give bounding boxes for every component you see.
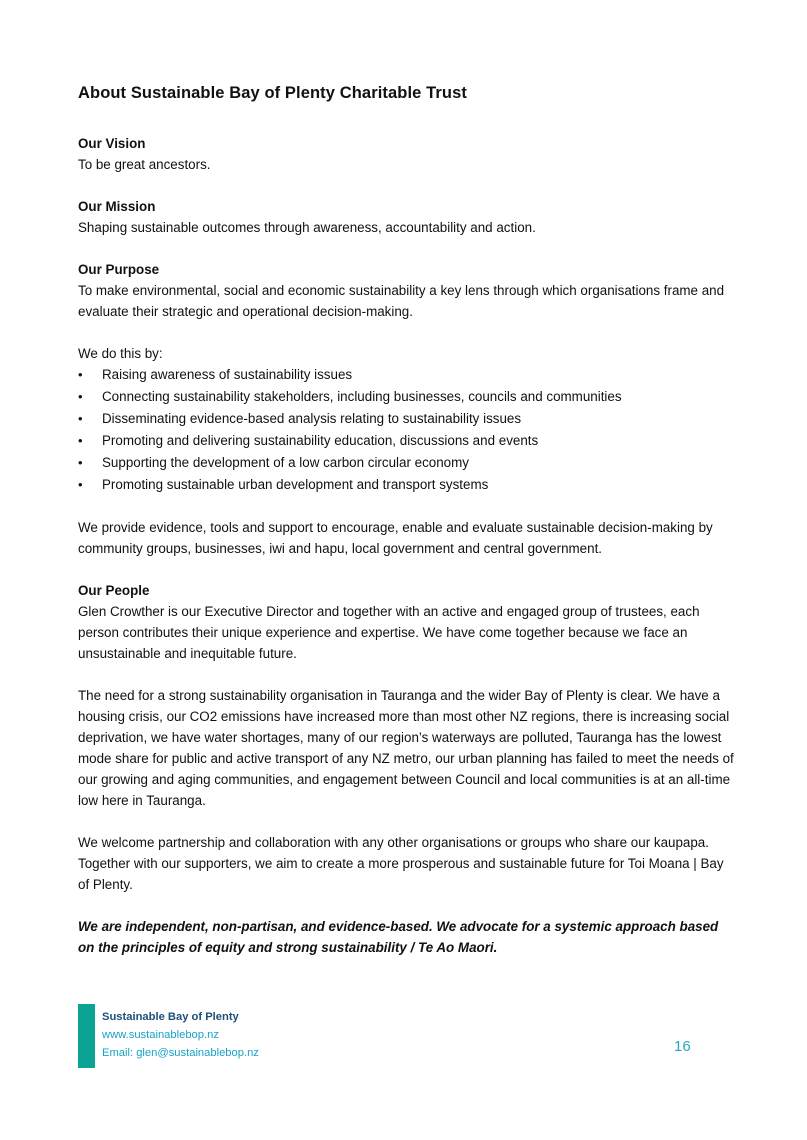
list-item: • Promoting and delivering sustainability education, discussions and events [78, 430, 738, 452]
evidence-section [78, 517, 738, 559]
vision-heading: Our Vision [78, 136, 146, 151]
partnership-section [78, 832, 738, 895]
mission-heading: Our Mission [78, 199, 156, 214]
people-paragraph-2: The need for a strong sustainability organisation in Tauranga and the wider Bay of Plenty is clear. We have a housing crisis, our CO2 emissions have increased more than most other NZ regions, there is increasing social deprivation, we have water shortages, many of our region’s waterways are polluted, Tauranga has the lowest mode share for public and active transport of any NZ metro, our urban planning has failed to meet the needs of our growing and aging communities, and engagement between Council and local communities is at an all-time low here in Tauranga. [78, 688, 734, 808]
vision-section [78, 133, 738, 175]
purpose-section [78, 259, 738, 322]
footer-email-link[interactable]: Email: glen@sustainablebop.nz [102, 1047, 259, 1059]
people-section [78, 580, 738, 664]
closing-statement: We are independent, non-partisan, and evidence-based. We advocate for a systemic approach based on the principles of equity and strong sustainability / Te Ao Maori. [78, 919, 719, 955]
page-number: 16 [674, 1038, 691, 1055]
document-page [78, 84, 738, 979]
list-item: • Supporting the development of a low carbon circular economy [78, 452, 738, 474]
list-item: • Connecting sustainability stakeholders, including businesses, councils and communities [78, 386, 738, 408]
activities-intro: We do this by: [78, 346, 163, 361]
mission-text: Shaping sustainable outcomes through awareness, accountability and action. [78, 220, 536, 235]
need-section [78, 685, 738, 811]
list-item: • Promoting sustainable urban development and transport systems [78, 474, 738, 496]
page-title: About Sustainable Bay of Plenty Charitable Trust [78, 84, 467, 102]
purpose-heading: Our Purpose [78, 262, 160, 277]
evidence-text: We provide evidence, tools and support to encourage, enable and evaluate sustainable decision-making by community groups, businesses, iwi and hapu, local government and central government. [78, 520, 713, 556]
purpose-text: To make environmental, social and economic sustainability a key lens through which organisations frame and evaluate their strategic and operational decision-making. [78, 283, 725, 319]
people-paragraph-1: Glen Crowther is our Executive Director and together with an active and engaged group of trustees, each person contributes their unique experience and expertise. We have come together because we face an unsustainable and inequitable future. [78, 604, 700, 661]
list-item: • Disseminating evidence-based analysis relating to sustainability issues [78, 408, 738, 430]
closing-section [78, 916, 738, 958]
people-heading: Our People [78, 583, 150, 598]
mission-section [78, 196, 738, 238]
list-item: • Raising awareness of sustainability issues [78, 364, 738, 386]
activities-section [78, 343, 738, 496]
activities-list [78, 364, 738, 496]
people-paragraph-3: We welcome partnership and collaboration with any other organisations or groups who share our kaupapa. Together with our supporters, we aim to create a more prosperous and sustainable future for Toi Moana | Bay of Plenty. [78, 835, 724, 892]
vision-text: To be great ancestors. [78, 157, 211, 172]
footer-org-name: Sustainable Bay of Plenty [102, 1011, 239, 1023]
footer-website-link[interactable]: www.sustainablebop.nz [102, 1029, 219, 1041]
footer [78, 1004, 259, 1068]
